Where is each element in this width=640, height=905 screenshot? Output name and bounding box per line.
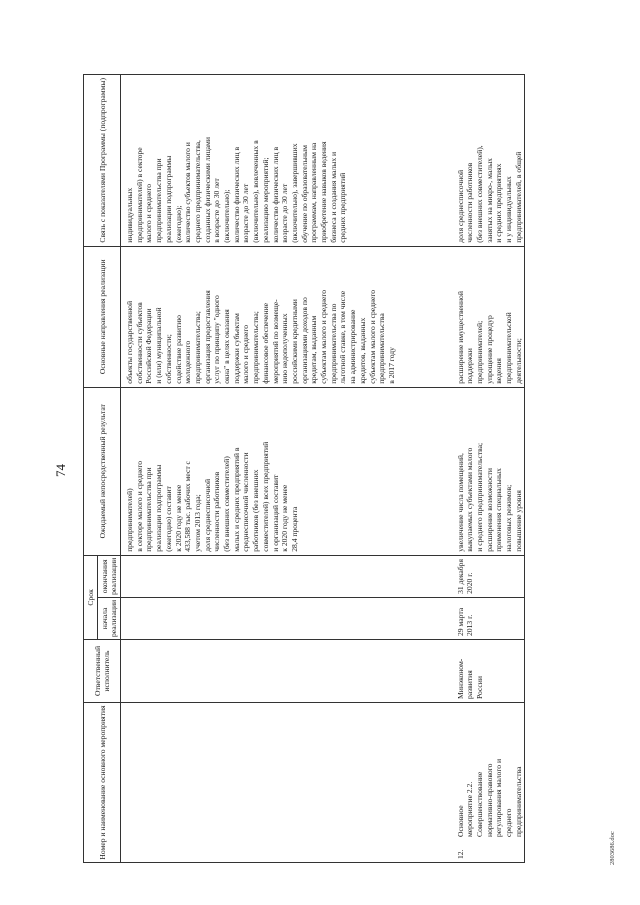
cell-main-directions [453, 246, 525, 387]
text-line: мероприятие 2.2. [465, 781, 475, 837]
text-line: финансовое обеспечение [260, 303, 270, 384]
text-line: совместителей) всех предприятий [260, 441, 270, 552]
cell-indicators-continued [121, 74, 453, 246]
text-line: предпринимателей; [474, 320, 484, 384]
header-term: Срок [84, 555, 98, 639]
text-line: малого и среднего [144, 183, 154, 243]
text-line: 2020 г. [465, 572, 475, 594]
text-line: организация предоставления [202, 290, 212, 384]
text-line: содействие развитию [173, 315, 183, 384]
text-line: средних предприятий [338, 172, 348, 243]
text-line: количество физических лиц в [231, 146, 241, 243]
table-row-continued [121, 74, 453, 862]
text-line: нию недополученных [280, 313, 290, 384]
text-line: расширение возможности [484, 468, 494, 552]
cell-empty [121, 555, 453, 597]
text-line: и организаций составит [270, 474, 280, 552]
text-line: субъектам малого и среднего [319, 289, 329, 384]
cell-expected-result [453, 387, 525, 555]
text-line: повышение уровня [513, 490, 523, 552]
cell-empty [121, 640, 453, 703]
text-line: среднесписочной численности [241, 452, 251, 552]
text-line: предпринимательства по [328, 303, 338, 384]
number-name-layout [456, 759, 524, 859]
text-line: (без внешних совместителей), [474, 145, 484, 243]
text-line: собственности; [163, 334, 173, 384]
text-line: упрощение процедур [484, 315, 494, 384]
text-line: поддержки субъектам [231, 313, 241, 384]
text-line: предпринимательства при [154, 158, 164, 243]
text-line: численности работников [465, 162, 475, 243]
text-line: выкупаемых субъектами малого [465, 447, 475, 552]
text-line: налоговых режимов; [504, 484, 514, 552]
text-line: к 2020 году не менее [280, 484, 290, 552]
text-line: деятельности; [513, 338, 523, 384]
header-executor: Ответственный исполнитель [84, 640, 121, 703]
table-row-12 [453, 74, 525, 862]
text-line: предпринимательства; [192, 311, 202, 384]
text-line: 29 марта [455, 607, 465, 636]
text-line: (без внешних совместителей) [222, 456, 232, 552]
cell-executor [453, 640, 525, 703]
header-main-directions: Основные направления реализации [84, 246, 121, 387]
table-header-row [84, 74, 98, 862]
text-line: и (или) муниципальной [154, 307, 164, 384]
text-line: 31 декабря [455, 559, 465, 594]
text-line: возрасте до 30 лет [241, 183, 251, 243]
activity-name [456, 759, 524, 837]
text-line: малых и средних предприятий в [231, 447, 241, 552]
text-line: учетом 2013 года; [192, 494, 202, 552]
document-file-id: 2803686.doc [609, 831, 616, 865]
text-line: собственности субъектов [134, 302, 144, 384]
cell-empty [121, 703, 453, 863]
text-line: среднего [504, 808, 514, 837]
text-line: программам, направленным на [309, 142, 319, 243]
text-line: предпринимательской [504, 312, 514, 384]
text-line: и средних предприятиях [494, 163, 504, 243]
cell-start-date [453, 597, 525, 639]
text-line: работников (без внешних [251, 469, 261, 552]
text-line: мероприятий по возмеще- [270, 299, 280, 384]
cell-number-name [453, 703, 525, 863]
text-line: и у индивидуальных [504, 176, 514, 243]
text-line: бизнеса и создания малых и [328, 151, 338, 243]
text-line: развития [465, 670, 475, 699]
text-line: индивидуальных [125, 187, 134, 243]
text-line: предпринимательства [513, 766, 523, 837]
text-line: количество физических лиц в [270, 146, 280, 243]
text-line: увеличение числа помещений, [455, 453, 465, 552]
text-line: 28,4 процента [289, 506, 299, 552]
text-line: численности работников [212, 471, 222, 552]
text-line: (включительно); [222, 189, 232, 243]
text-line: возрасте до 30 лет [280, 183, 290, 243]
text-line: молодежного [183, 340, 193, 384]
text-line: приобретение навыков ведения [319, 141, 329, 243]
text-line: предпринимателей) в секторе [134, 147, 144, 243]
text-line: ведения [494, 358, 504, 384]
row-number: 12. [455, 849, 465, 859]
header-expected-result: Ожидаемый непосредственный результат [84, 387, 121, 555]
text-line: 433,588 тыс. рабочих мест с [183, 461, 193, 552]
text-line: малого и среднего [241, 324, 251, 384]
header-start: начала реализации [98, 597, 121, 639]
text-line: в возрасте до 30 лет [212, 178, 222, 243]
text-line: доля среднесписочной [455, 169, 465, 243]
text-line: (ежегодно); [173, 205, 183, 243]
cell-end-date [453, 555, 525, 597]
text-line: окна" в целях оказания [222, 309, 232, 384]
text-line: предпринимателей) [125, 488, 134, 552]
cell-directions-continued [121, 246, 453, 387]
cell-empty [121, 597, 453, 639]
text-line: Совершенствование [474, 771, 484, 837]
text-line: количество субъектов малого и [183, 142, 193, 243]
text-line: кредитов, выданных [357, 317, 367, 384]
rotated-document-page [26, 27, 614, 877]
header-end: окончания реализации [98, 555, 121, 597]
text-line: на администрирование [348, 309, 358, 384]
text-line: России [474, 676, 484, 699]
text-line: льготной ставке, в том числе [338, 290, 348, 384]
text-line: предпринимательства при [144, 467, 154, 552]
text-line: реализации подпрограммы [163, 155, 173, 243]
text-line: Минэконом- [455, 658, 465, 699]
text-line: Российской Федерации [144, 308, 154, 384]
activities-table [83, 74, 525, 863]
text-line: нормативно-правового [484, 763, 494, 837]
text-line: обучение по образовательным [299, 145, 309, 243]
text-line: кредитам, выданным [309, 315, 319, 384]
text-line: регулирования малого и [494, 758, 504, 837]
text-line: реализации подпрограммы [154, 464, 164, 552]
text-line: (включительно), вовлеченных в [251, 140, 261, 243]
header-number-name: Номер и наименование основного мероприятия [84, 703, 121, 863]
header-indicators-link: Связь с показателями Программы (подпрограммы) [84, 74, 121, 246]
text-line: объекты государственной [125, 300, 134, 384]
text-line: созданных физическими лицами [202, 137, 212, 243]
text-line: (включительно), завершивших [289, 143, 299, 243]
text-line: применения специальных [494, 468, 504, 552]
text-line: Основное [455, 805, 465, 837]
text-line: предпринимателей, в общей [513, 151, 523, 243]
text-line: расширение имущественной [455, 291, 465, 384]
text-line: в секторе малого и среднего [134, 460, 144, 552]
text-line: доля среднесписочной [202, 478, 212, 552]
text-line: и среднего предпринимательства; [474, 442, 484, 552]
text-line: субъектам малого и среднего [367, 289, 377, 384]
text-line: российскими кредитными [289, 299, 299, 384]
text-line: организациями доходов по [299, 297, 309, 384]
text-line: поддержки [465, 348, 475, 384]
page-number: 74 [53, 464, 68, 477]
text-line: к 2020 году не менее [173, 484, 183, 552]
text-line: в 2017 году [386, 347, 396, 384]
cell-indicators [453, 74, 525, 246]
text-line: среднего предпринимательства, [192, 140, 202, 243]
text-line: 2013 г. [465, 614, 475, 636]
text-line: занятых на микро-, малых [484, 158, 494, 243]
text-line: услуг по принципу "одного [212, 295, 222, 384]
text-line: предпринимательства [377, 313, 387, 384]
text-line: (ежегодно) составит [163, 486, 173, 552]
text-line: реализацию мероприятий; [260, 157, 270, 243]
cell-result-continued [121, 387, 453, 555]
text-line: предпринимательства; [251, 311, 261, 384]
